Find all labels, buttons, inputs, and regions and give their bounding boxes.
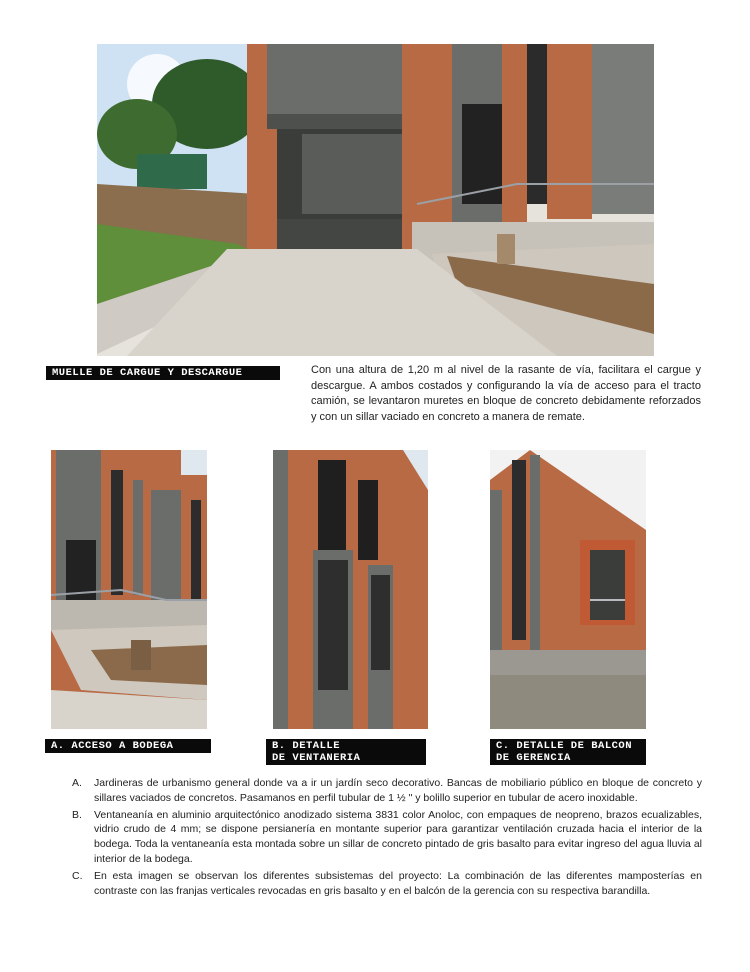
note-a-marker: A. xyxy=(72,777,82,789)
notes-list xyxy=(72,776,702,900)
loading-dock-caption-text: MUELLE DE CARGUE Y DESCARGUE xyxy=(52,367,243,379)
loading-dock-photo xyxy=(97,44,654,356)
caption-c xyxy=(490,739,646,765)
window-detail-photo xyxy=(273,450,428,729)
caption-b-line2: DE VENTANERIA xyxy=(272,752,361,764)
note-c xyxy=(72,869,702,899)
note-a-text: Jardineras de urbanismo general donde va a ir un jardín seco decorativo. Bancas de mobiliario público en bloque de concreto y sillares vaciados de concretos. Pasamanos en perfil tubular de 1 ½ " y bolillo superior en tubular de acero inoxidable. xyxy=(94,777,702,804)
intro-paragraph: Con una altura de 1,20 m al nivel de la rasante de vía, facilitara el cargue y descargue. A ambos costados y configurando la vía de acceso para el tracto camión, se levantaron muretes en bloque de concreto debidamente reforzados y con un sillar vaciado en concreto a manera de remate. xyxy=(311,364,701,423)
caption-c-line1: C. DETALLE DE BALCON xyxy=(496,740,633,752)
balcony-detail-photo xyxy=(490,450,646,729)
caption-b-line1: B. DETALLE xyxy=(272,740,341,752)
caption-a-line1: A. ACCESO A BODEGA xyxy=(51,740,174,752)
note-a xyxy=(72,776,702,806)
note-c-marker: C. xyxy=(72,869,83,882)
note-c-text: En esta imagen se observan los diferentes subsistemas del proyecto: La combinación de las diferentes mamposterías en contraste con las franjas verticales revocadas en gris basalto y en el balcón de la gerencia con su respectiva barandilla. xyxy=(94,869,702,897)
caption-c-line2: DE GERENCIA xyxy=(496,752,571,764)
loading-dock-caption xyxy=(46,366,280,380)
note-b-text: Ventaneanía en aluminio arquitectónico anodizado sistema 3831 color Anoloc, con empaques de neopreno, brazos ecualizables, vidrio crudo de 4 mm; se dispone persianería en montante superior para garantizar ventilación cruzada hacia el interior de la bodega. Toda la ventaneanía esta montada sobre un sillar de concreto pintado de gris basalto para evitar ingreso del agua lluvia al interior de la bodega. xyxy=(94,808,702,865)
caption-b xyxy=(266,739,426,765)
note-b-marker: B. xyxy=(72,808,82,821)
caption-a xyxy=(45,739,211,753)
warehouse-access-photo xyxy=(51,450,207,729)
note-b xyxy=(72,808,702,867)
